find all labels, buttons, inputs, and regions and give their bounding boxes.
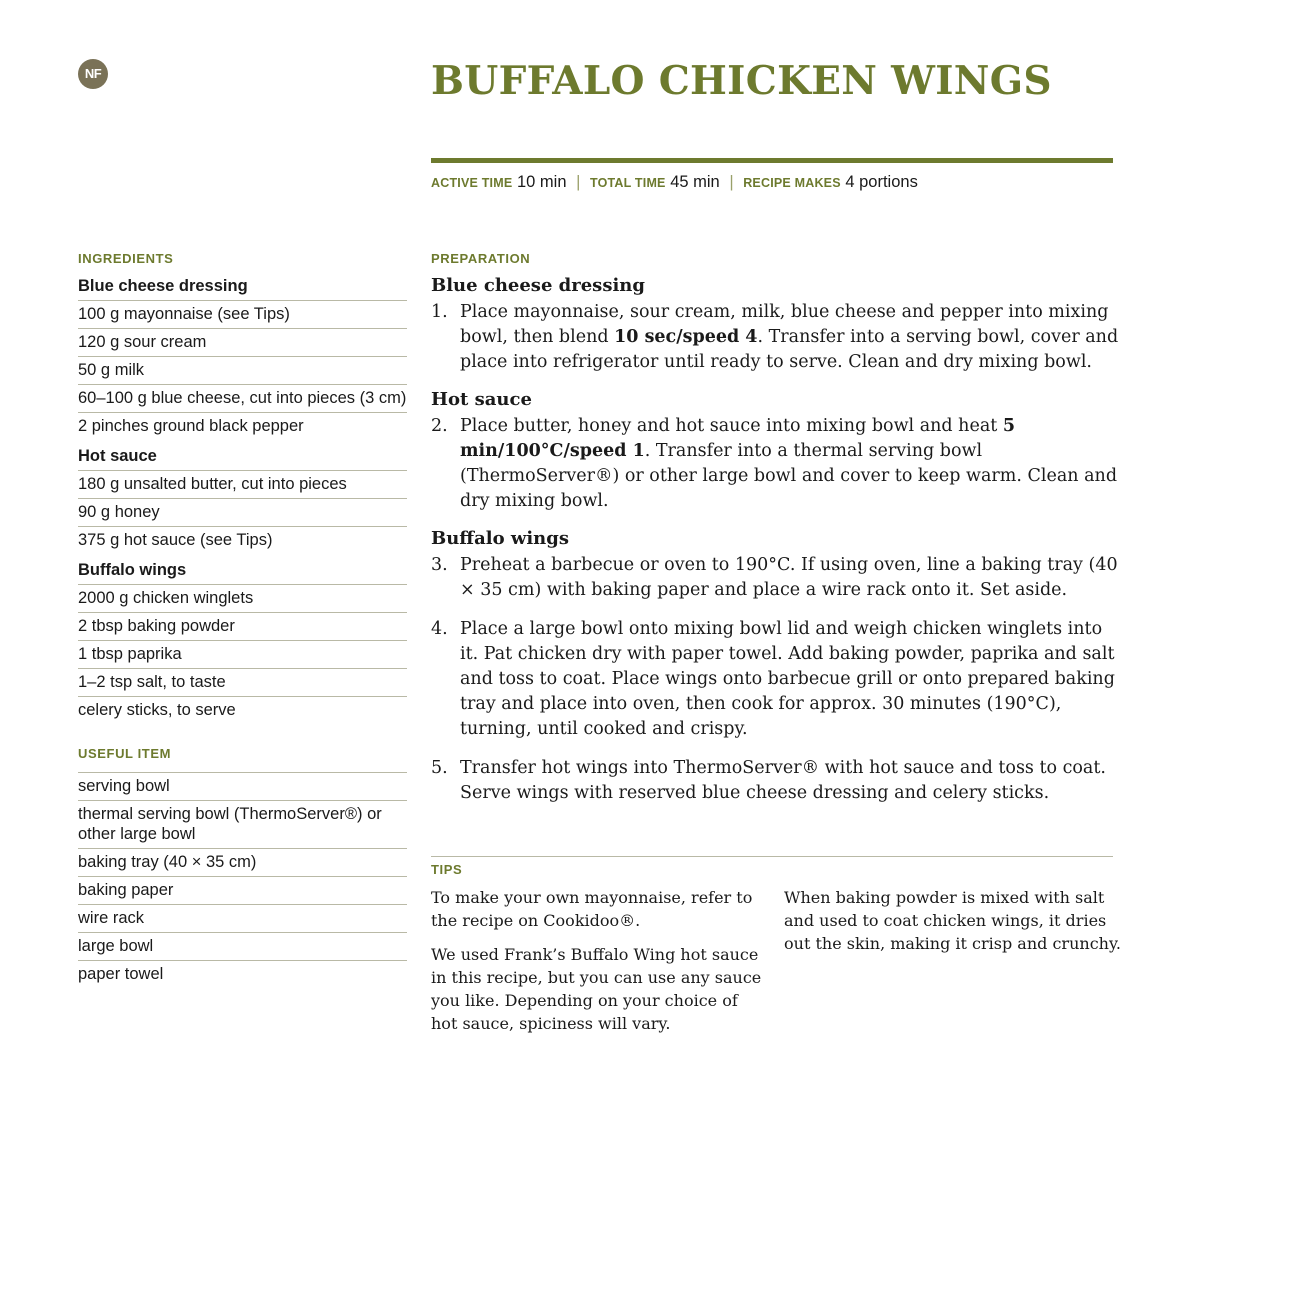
active-time-value: 10 min [516,173,567,191]
ingredient-item: 375 g hot sauce (see Tips) [78,531,273,549]
useful-item: wire rack [78,905,407,933]
step-text: Place a large bowl onto mixing bowl lid and weigh chicken winglets into it. Pat chicken dry with paper towel. Add baking powder, paprika and salt and toss to coat. Place wings onto barbecue grill or onto prepared baking tray and place into oven, then cook for approx. 30 minutes (190°C), turning, until cooked and crispy. [460,619,1115,739]
ingredient-group-title: Blue cheese dressing [78,277,407,301]
preparation-column [431,251,1121,820]
preparation-step [431,756,1121,806]
ingredient-item: 1–2 tsp salt, to taste [78,669,407,697]
ingredient-item: 180 g unsalted butter, cut into pieces [78,471,407,499]
useful-item: baking tray (40 × 35 cm) [78,849,407,877]
preparation-subheading: Blue cheese dressing [431,275,645,296]
useful-item: thermal serving bowl (ThermoServer®) or other large bowl [78,801,407,849]
active-time-label: ACTIVE TIME [431,176,513,190]
step-number: 5. [431,758,448,778]
step-setting: 10 sec/speed 4 [614,327,758,347]
ingredient-group-title: Hot sauce [78,447,407,471]
ingredient-item: 90 g honey [78,499,407,527]
step-text-part: Place butter, honey and hot sauce into mixing bowl and heat [460,416,1003,436]
ingredient-item: 120 g sour cream [78,329,407,357]
step-text-part: . Transfer into a serving bowl, cover and place into refrigerator until ready to serve. Clean and dry mixing bowl. [460,327,1119,372]
preparation-step [431,617,1121,742]
meta-separator: | [729,173,734,191]
preparation-heading: PREPARATION [431,251,531,266]
useful-item: large bowl [78,933,407,961]
useful-item-list [78,772,407,988]
total-time-value: 45 min [670,173,720,191]
ingredient-list [78,471,407,554]
recipe-title: BUFFALO CHICKEN WINGS [431,58,1052,104]
meta-separator: | [576,173,581,191]
ingredient-item: 60–100 g blue cheese, cut into pieces (3 cm) [78,385,407,413]
tip-text: When baking powder is mixed with salt and used to coat chicken wings, it dries out the skin, making it crisp and crunchy. [784,888,1121,953]
step-number: 2. [431,416,448,436]
ingredient-item: 2 pinches ground black pepper [78,417,304,435]
recipe-makes-label: RECIPE MAKES [743,176,841,190]
preparation-step [431,553,1121,603]
recipe-meta [431,173,918,192]
ingredient-item: 2000 g chicken winglets [78,585,407,613]
ingredient-list [78,301,407,440]
preparation-subheading: Hot sauce [431,389,532,410]
ingredients-column [78,251,407,988]
step-setting: 5 min/100°C/speed 1 [460,416,1016,461]
ingredient-item: celery sticks, to serve [78,701,236,719]
step-text-part: Place mayonnaise, sour cream, milk, blue cheese and pepper into mixing bowl, then blend [460,302,1109,347]
useful-item: paper towel [78,965,164,983]
useful-item-heading: USEFUL ITEM [78,746,172,761]
step-number: 3. [431,555,448,575]
ingredient-item: 100 g mayonnaise (see Tips) [78,301,407,329]
ingredient-group-title: Buffalo wings [78,561,407,585]
ingredient-item: 50 g milk [78,357,407,385]
recipe-makes-value: 4 portions [845,173,918,191]
tip-text: To make your own mayonnaise, refer to the recipe on Cookidoo®. [431,888,753,930]
step-text [460,300,1121,375]
ingredients-heading: INGREDIENTS [78,251,174,266]
preparation-subheading: Buffalo wings [431,528,569,549]
total-time-label: TOTAL TIME [589,176,666,190]
step-text: Preheat a barbecue or oven to 190°C. If using oven, line a baking tray (40 × 35 cm) with baking paper and place a wire rack onto it. Set aside. [460,555,1118,600]
ingredient-item: 1 tbsp paprika [78,641,407,669]
useful-item: baking paper [78,877,407,905]
tips-column-left [431,886,766,1046]
nut-free-badge: NF [78,59,108,89]
step-text-part: . Transfer into a thermal serving bowl (ThermoServer®) or other large bowl and cover to keep warm. Clean and dry mixing bowl. [460,441,1118,511]
title-divider [431,158,1113,163]
tip-text: We used Frank’s Buffalo Wing hot sauce in this recipe, but you can use any sauce you like. Depending on your choice of hot sauce, spiciness will vary. [431,945,762,1033]
useful-item: serving bowl [78,773,407,801]
step-number: 4. [431,619,448,639]
tips-column-right [784,886,1124,966]
tips-divider [431,856,1113,857]
preparation-step [431,414,1121,514]
step-text [460,414,1121,514]
step-number: 1. [431,302,448,322]
ingredient-list [78,585,407,724]
step-text: Transfer hot wings into ThermoServer® with hot sauce and toss to coat. Serve wings with reserved blue cheese dressing and celery sticks. [460,758,1106,803]
tips-heading: TIPS [431,862,463,877]
ingredient-item: 2 tbsp baking powder [78,613,407,641]
preparation-step [431,300,1121,375]
